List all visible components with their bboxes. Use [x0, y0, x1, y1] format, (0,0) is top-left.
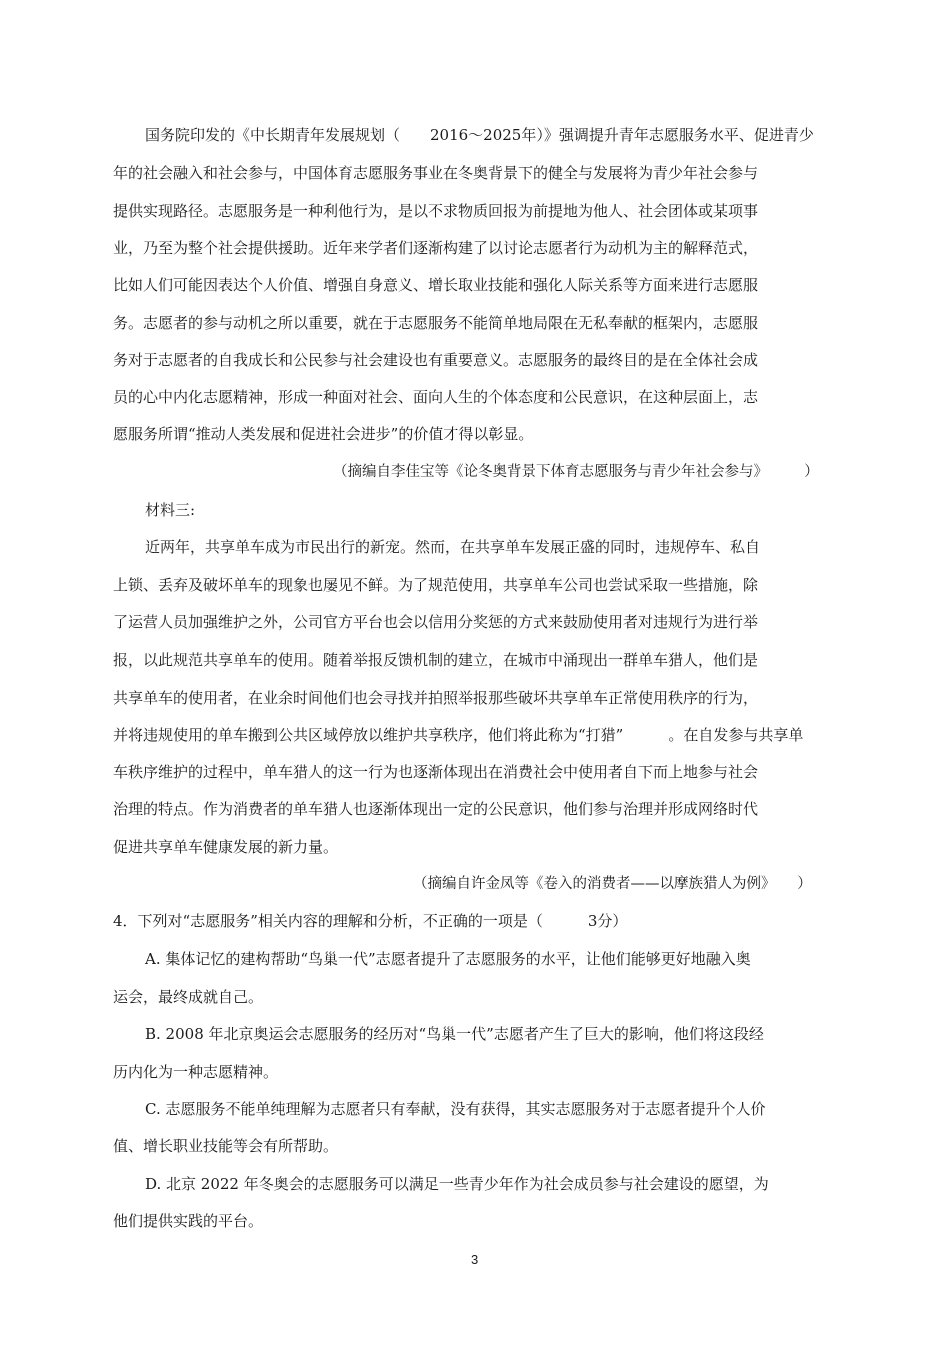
- material3-line-7: 车秩序维护的过程中，单车猎人的这一行为也逐渐体现出在消费社会中使用者自下而上地参与社会: [113, 763, 759, 781]
- material3-line-5: 共享单车的使用者，在业余时间他们也会寻找并拍照举报那些破坏共享单车正常使用秩序的行为，: [113, 689, 759, 707]
- material3-line-8: 治理的特点。作为消费者的单车猎人也逐渐体现出一定的公民意识，他们参与治理并形成网络时代: [113, 800, 759, 818]
- passage2-source: （摘编自李佳宝等《论冬奥背景下体育志愿服务与青少年社会参与》 ）: [333, 464, 819, 480]
- option-d-line-1: D. 北京 2022 年冬奥会的志愿服务可以满足一些青少年作为社会成员参与社会建设的愿望，为: [145, 1175, 769, 1193]
- material3-source: （摘编自许金凤等《卷入的消费者——以摩族猎人为例》 ）: [413, 876, 812, 892]
- passage2-line-9: 愿服务所谓“推动人类发展和促进社会进步”的价值才得以彰显。: [113, 425, 534, 443]
- passage2-line-4: 业，乃至为整个社会提供援助。近年来学者们逐渐构建了以讨论志愿者行为动机为主的解释范式，: [113, 239, 759, 257]
- material3-line-4: 报，以此规范共享单车的使用。随着举报反馈机制的建立，在城市中涌现出一群单车猎人，他们是: [113, 651, 759, 669]
- passage2-line-3: 提供实现路径。志愿服务是一种利他行为，是以不求物质回报为前提地为他人、社会团体或某项事: [113, 202, 759, 220]
- passage2-line-7: 务对于志愿者的自我成长和公民参与社会建设也有重要意义。志愿服务的最终目的是在全体社会成: [113, 351, 759, 369]
- material3-line-3: 了运营人员加强维护之外，公司官方平台也会以信用分奖惩的方式来鼓励使用者对违规行为进行举: [113, 613, 759, 631]
- passage2-line-1: 国务院印发的《中长期青年发展规划（ 2016～2025年）》强调提升青年志愿服务水平、促进青少: [145, 126, 814, 144]
- option-b-line-1: B. 2008 年北京奥运会志愿服务的经历对“鸟巢一代”志愿者产生了巨大的影响，他们将这段经: [145, 1025, 764, 1043]
- option-d-line-2: 他们提供实践的平台。: [113, 1212, 264, 1230]
- option-a-line-1: A. 集体记忆的建构帮助“鸟巢一代”志愿者提升了志愿服务的水平，让他们能够更好地融入奥: [145, 950, 751, 968]
- passage2-line-8: 员的心中内化志愿精神，形成一种面对社会、面向人生的个体态度和公民意识，在这种层面上，志: [113, 388, 759, 406]
- material3-line-1: 近两年，共享单车成为市民出行的新宠。然而，在共享单车发展正盛的同时，违规停车、私自: [145, 538, 761, 556]
- material3-line-9: 促进共享单车健康发展的新力量。: [113, 838, 339, 856]
- material3-heading: 材料三:: [145, 501, 196, 519]
- page-number: 3: [471, 1252, 479, 1267]
- option-b-line-2: 历内化为一种志愿精神。: [113, 1063, 279, 1081]
- passage2-line-6: 务。志愿者的参与动机之所以重要，就在于志愿服务不能简单地局限在无私奉献的框架内，志愿服: [113, 314, 759, 332]
- passage2-line-5: 比如人们可能因表达个人价值、增强自身意义、增长取业技能和强化人际关系等方面来进行志愿服: [113, 276, 759, 294]
- option-c-line-2: 值、增长职业技能等会有所帮助。: [113, 1137, 339, 1155]
- material3-line-2: 上锁、丢弃及破坏单车的现象也屡见不鲜。为了规范使用，共享单车公司也尝试采取一些措施，除: [113, 576, 759, 594]
- option-c-line-1: C. 志愿服务不能单纯理解为志愿者只有奉献，没有获得，其实志愿服务对于志愿者提升个人价: [145, 1100, 766, 1118]
- passage2-line-2: 年的社会融入和社会参与，中国体育志愿服务事业在冬奥背景下的健全与发展将为青少年社会参与: [113, 164, 759, 182]
- question4-stem: 4．下列对“志愿服务”相关内容的理解和分析，不正确的一项是（ 3分）: [113, 912, 628, 930]
- material3-line-6: 并将违规使用的单车搬到公共区域停放以维护共享秩序，他们将此称为“打猎” 。在自发参与共享单: [113, 726, 804, 744]
- option-a-line-2: 运会，最终成就自己。: [113, 988, 264, 1006]
